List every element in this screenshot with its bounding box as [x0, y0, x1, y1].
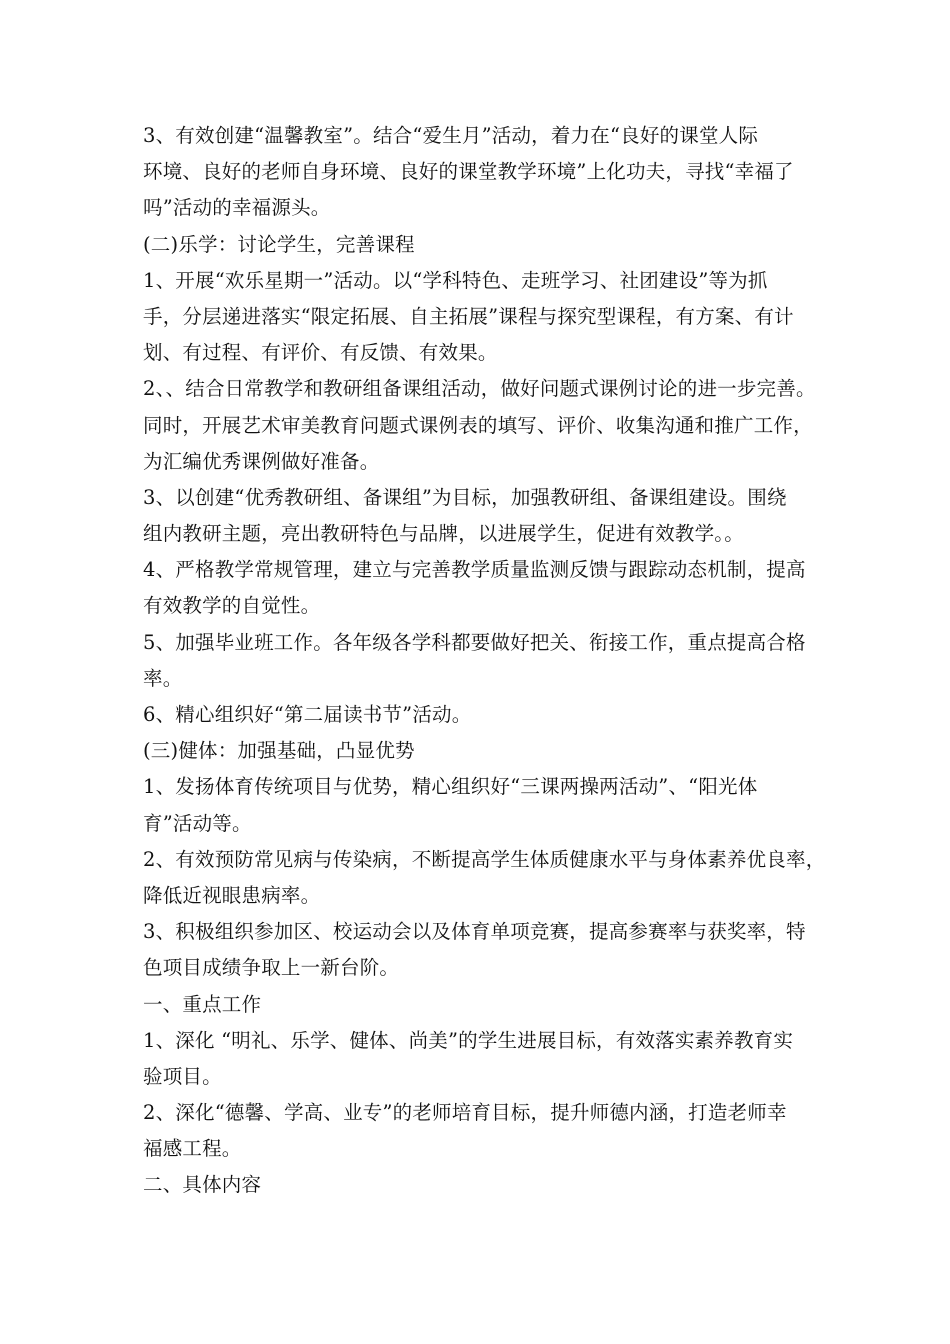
text-line: 有效教学的自觉性。: [143, 594, 321, 618]
text-line: 1、发扬体育传统项目与优势，精心组织好“三课两操两活动”、“阳光体: [143, 775, 758, 799]
section-heading: 二、具体内容: [143, 1173, 262, 1197]
text-line: 福感工程。: [143, 1137, 242, 1161]
section-heading: (二)乐学：讨论学生，完善课程: [143, 232, 415, 256]
text-line: 色项目成绩争取上一新台阶。: [143, 956, 400, 980]
text-line: 3、有效创建“温馨教室”。结合“爱生月”活动，着力在“良好的课堂人际: [143, 124, 759, 147]
text-line: 3、以创建“优秀教研组、备课组”为目标，加强教研组、备课组建设。围绕: [143, 485, 787, 509]
text-line: 2、有效预防常见病与传染病，不断提高学生体质健康水平与身体素养优良率，: [143, 847, 826, 871]
document-page: [143, 118, 826, 1204]
text-line: 1、深化 “明礼、乐学、健体、尚美”的学生进展目标，有效落实素养教育实: [143, 1028, 794, 1052]
text-line: 6、精心组织好“第二届读书节”活动。: [143, 703, 472, 726]
text-line: 环境、良好的老师自身环境、良好的课堂教学环境”上化功夫，寻找“幸福了: [143, 160, 794, 184]
text-line: 验项目。: [143, 1064, 222, 1088]
text-line: 5、加强毕业班工作。各年级各学科都要做好把关、衔接工作，重点提高合格: [143, 630, 806, 654]
text-line: 组内教研主题，亮出教研特色与品牌，以进展学生，促进有效教学。。: [143, 522, 744, 546]
section-heading: 一、重点工作: [143, 992, 262, 1016]
text-line: 吗”活动的幸福源头。: [143, 196, 331, 220]
text-line: 2、、结合日常教学和教研组备课组活动，做好问题式课例讨论的进一步完善。: [143, 377, 816, 401]
text-line: 3、积极组织参加区、校运动会以及体育单项竞赛，提高参赛率与获奖率，特: [143, 920, 806, 944]
text-line: 4、严格教学常规管理，建立与完善教学质量监测反馈与跟踪动态机制，提高: [143, 558, 806, 582]
text-line: 划、有过程、有评价、有反馈、有效果。: [143, 341, 498, 365]
text-line: 率。: [143, 666, 183, 690]
text-line: 降低近视眼患病率。: [143, 883, 321, 907]
text-line: 2、深化“德馨、学高、业专”的老师培育目标，提升师德内涵，打造老师幸: [143, 1101, 787, 1125]
text-line: 育”活动等。: [143, 811, 252, 835]
text-line: 1、开展“欢乐星期一”活动。以“学科特色、走班学习、社团建设”等为抓: [143, 268, 768, 292]
text-line: 为汇编优秀课例做好准备。: [143, 449, 380, 473]
text-line: 同时，开展艺术审美教育问题式课例表的填写、评价、收集沟通和推广工作，: [143, 413, 813, 437]
text-line: 手，分层递进落实“限定拓展、自主拓展”课程与探究型课程，有方案、有计: [143, 304, 794, 328]
section-heading: (三)健体：加强基础，凸显优势: [143, 739, 415, 763]
